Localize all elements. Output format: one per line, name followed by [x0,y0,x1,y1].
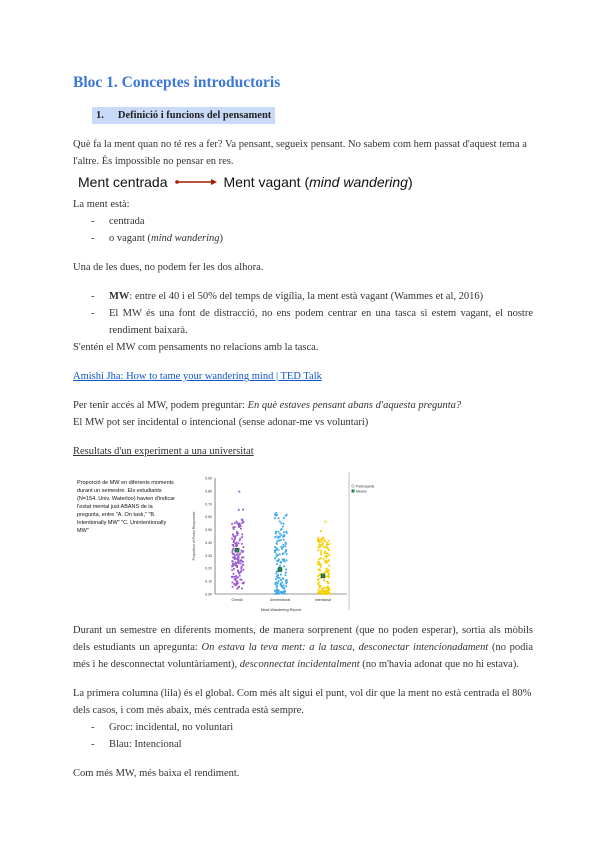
participant-point [233,583,235,585]
participant-point [279,553,281,555]
participant-point [322,543,324,545]
participant-point [242,569,244,571]
participant-point [241,536,243,538]
participant-point [277,593,279,595]
participant-point [240,563,242,565]
participant-point [277,555,279,557]
participant-point [233,528,235,530]
participant-point [276,563,278,565]
participant-point [232,526,234,528]
participant-point [285,549,287,551]
participant-point [275,573,277,575]
participant-point [323,558,325,560]
participant-point [280,522,282,524]
state-block: La ment està: - centrada - o vagant (mind wandering) [73,196,533,247]
participant-point [232,557,234,559]
participant-point [276,542,278,544]
y-tick-label: 0.20 [205,566,212,571]
participant-point [239,554,241,556]
page-title: Bloc 1. Conceptes introductoris [73,74,281,91]
participant-point [278,593,280,595]
participant-point [323,537,325,539]
participant-point [283,523,285,525]
y-tick-label: 0.00 [205,592,212,597]
participant-point [277,574,279,576]
participant-point [238,556,240,558]
participant-point [236,581,238,583]
participant-point [326,544,328,546]
participant-point [320,550,322,552]
diagram: Ment centrada Ment vagant ( mind wandering ) [78,174,413,190]
participant-point [241,557,243,559]
participant-point [317,541,319,543]
participant-point [284,574,286,576]
participant-point [243,546,245,548]
participant-point [235,577,237,579]
participant-point [239,575,241,577]
participant-point [241,533,243,535]
participant-point [234,554,236,556]
mean-marker [321,574,325,578]
participant-point [232,553,234,555]
participant-point [235,579,237,581]
participant-point [318,584,320,586]
participant-point [321,593,323,595]
participant-point [238,586,240,588]
text: S'entén el MW com pensaments no relacions amb la tasca. [73,342,319,353]
y-tick-label: 0.40 [205,540,212,545]
participant-point [276,514,278,516]
participant-point [239,540,241,542]
y-axis-label: Proportion of Probe Responses [192,511,196,561]
participant-point [275,556,277,558]
participant-point [234,536,236,538]
participant-point [231,569,233,571]
participant-point [241,566,243,568]
participant-point [238,491,240,493]
participant-point [242,509,244,511]
participant-point [240,570,242,572]
legend-means: Means [356,489,367,494]
participant-point [276,547,278,549]
participant-point [283,591,285,593]
participant-point [328,543,330,545]
scatter-chart [185,470,375,616]
participant-point [285,531,287,533]
participant-point [286,553,288,555]
participant-point [278,559,280,561]
participant-point [286,559,288,561]
participant-point [241,543,243,545]
participant-point [318,582,320,584]
participant-point [283,553,285,555]
participant-point [319,546,321,548]
participant-point [276,560,278,562]
participant-point [317,549,319,551]
participant-point [274,550,276,552]
participant-point [324,561,326,563]
legend-participants-marker [352,485,355,488]
participant-point [236,532,238,534]
participant-point [277,582,279,584]
participant-point [280,546,282,548]
participant-point [279,577,281,579]
participant-point [282,546,284,548]
participant-point [275,578,277,580]
participant-point [324,540,326,542]
participant-point [242,561,244,563]
participant-point [325,556,327,558]
participant-point [285,543,287,545]
participant-point [327,586,329,588]
participant-point [326,547,328,549]
participant-point [278,531,280,533]
legend-participants: Participants [356,484,375,489]
participant-point [277,540,279,542]
participant-point [233,539,235,541]
mean-marker [278,568,282,572]
participant-point [326,561,328,563]
participant-point [317,575,319,577]
participant-point [283,539,285,541]
y-tick-label: 0.70 [205,502,212,507]
participant-point [232,586,234,588]
participant-point [326,552,328,554]
participant-point [328,549,330,551]
text: Una de les dues, no podem fer les dos alhora. [73,262,264,273]
participant-point [274,536,276,538]
paragraph: La primera columna (lila) és el global. Com més alt sigui el punt, vol dir que la ment no està centrada el 80% dels casos, i com més abaix, més centrada està sempre. [73,688,532,716]
participant-point [239,538,241,540]
participant-point [240,550,242,552]
participant-point [280,574,282,576]
participant-point [281,582,283,584]
participant-point [281,587,283,589]
participant-point [325,571,327,573]
participant-point [327,582,329,584]
x-tick-label: Intentional [314,598,332,602]
participant-point [321,541,323,543]
participant-point [232,563,234,565]
participant-point [231,551,233,553]
participant-point [328,565,330,567]
participant-point [275,582,277,584]
participant-point [238,509,240,511]
x-axis-label: Mind-Wandering Report [260,608,302,612]
x-tick-label: Overall [231,598,243,602]
participant-point [323,546,325,548]
participant-point [233,573,235,575]
participant-point [242,564,244,566]
participant-point [319,541,321,543]
participant-point [243,582,245,584]
participant-point [238,542,240,544]
participant-point [240,578,242,580]
participant-point [241,522,243,524]
participant-point [239,560,241,562]
participant-point [237,577,239,579]
participant-point [277,577,279,579]
results-heading: Resultats d'un experiment a una universitat [73,446,254,457]
participant-point [274,558,276,560]
participant-point [238,573,240,575]
participant-point [231,576,233,578]
participant-point [318,569,320,571]
participant-point [240,528,242,530]
participant-point [324,552,326,554]
participant-point [278,517,280,519]
y-tick-label: 0.90 [205,476,212,481]
participant-point [278,589,280,591]
participant-point [284,593,286,595]
participant-point [283,560,285,562]
participant-point [320,530,322,532]
participant-point [325,593,327,595]
participant-point [231,523,233,525]
participant-point [319,591,321,593]
participant-point [322,591,324,593]
participant-point [326,542,328,544]
participant-point [276,586,278,588]
participant-point [320,554,322,556]
participant-point [317,579,319,581]
participant-point [233,546,235,548]
color-list: - Groc: incidental, no voluntari - Blau: Intencional [73,719,533,753]
participant-point [236,583,238,585]
participant-point [235,562,237,564]
participant-point [323,590,325,592]
participant-point [236,522,238,524]
participant-point [275,532,277,534]
participant-point [285,568,287,570]
participant-point [280,562,282,564]
participant-point [282,577,284,579]
participant-point [283,585,285,587]
participant-point [280,539,282,541]
participant-point [233,541,235,543]
participant-point [281,534,283,536]
participant-point [241,588,243,590]
participant-point [275,531,277,533]
legend-means-marker [352,490,355,493]
participant-point [328,575,330,577]
x-tick-label: Unintentional [269,598,291,602]
participant-point [277,537,279,539]
participant-point [282,544,284,546]
chart-caption: Proporció de MW en diferents moments durant un semestre. Els estudiants (N=154. Univ. Waterloo) havien d'indicar l'estat mental just ABANS de la pregunta, entre "A. On task," "B. Intentionally MW" "C. Unintentionally MW" [77,480,176,534]
participant-point [323,580,325,582]
section-heading: 1. Definició i funcions del pensament [92,107,275,124]
participant-point [232,534,234,536]
participant-point [231,565,233,567]
bullet-list: - MW: entre el 40 i el 50% del temps de vigília, la ment està vagant (Wammes et al, 2016) - El MW és una font de distracció, no ens podem centrar en una tasca si estem vagant, el nostre rendiment baixarà. [73,288,533,339]
ted-talk-link[interactable]: Amishi Jha: How to tame your wandering mind | TED Talk [73,371,322,382]
participant-point [236,566,238,568]
participant-point [237,570,239,572]
participant-point [319,586,321,588]
participant-point [240,525,242,527]
participant-point [324,551,326,553]
participant-point [238,524,240,526]
participant-point [280,579,282,581]
y-tick-label: 0.80 [205,489,212,494]
participant-point [234,522,236,524]
participant-point [231,538,233,540]
participant-point [318,589,320,591]
participant-point [283,517,285,519]
participant-point [232,561,234,563]
participant-point [274,590,276,592]
participant-point [324,521,326,523]
participant-point [234,558,236,560]
y-tick-label: 0.50 [205,528,212,533]
participant-point [236,534,238,536]
participant-point [317,561,319,563]
participant-point [282,536,284,538]
participant-point [275,512,277,514]
participant-point [236,542,238,544]
y-tick-label: 0.30 [205,553,212,558]
participant-point [285,572,287,574]
participant-point [318,558,320,560]
participant-point [286,514,288,516]
participant-point [285,583,287,585]
participant-point [232,581,234,583]
participant-point [278,591,280,593]
participant-point [324,587,326,589]
participant-point [281,585,283,587]
y-tick-label: 0.10 [205,579,212,584]
participant-point [281,548,283,550]
participant-point [236,588,238,590]
participant-point [237,553,239,555]
chart-figure [77,470,533,616]
participant-point [274,517,276,519]
participant-point [326,570,328,572]
participant-point [320,564,322,566]
participant-point [236,521,238,523]
participant-point [241,519,243,521]
participant-point [236,543,238,545]
participant-point [279,533,281,535]
participant-point [237,562,239,564]
participant-point [284,551,286,553]
participant-point [282,526,284,528]
participant-point [278,580,280,582]
participant-point [278,540,280,542]
participant-point [328,554,330,556]
participant-point [279,520,281,522]
participant-point [283,587,285,589]
participant-point [280,529,282,531]
y-tick-label: 0.60 [205,515,212,520]
arrow-icon [174,177,218,187]
participant-point [233,568,235,570]
participant-point [234,563,236,565]
participant-point [283,565,285,567]
participant-point [284,545,286,547]
participant-point [233,576,235,578]
participant-point [236,558,238,560]
participant-point [320,551,322,553]
participant-point [235,575,237,577]
intro-text: Què fa la ment quan no té res a fer? Va pensant, segueix pensant. No sabem com hem passat d'aquest tema a l'altre. És impossible no pensar en res. [73,139,527,167]
participant-point [320,539,322,541]
participant-point [232,550,234,552]
participant-point [328,589,330,591]
participant-point [283,531,285,533]
participant-point [285,585,287,587]
participant-point [327,593,329,595]
participant-point [328,540,330,542]
paragraph: Durant un semestre en diferents moments, de manera sorprenent (que no poden esperar), sortia als mòbils dels estudiants un apregunta: On estava la teva ment: a la tasca, desconectar intencionadament (no podia més i he desconnectat voluntàriament), desconnectat incidentalment (no m'havia adonat que no hi estava). [73,625,533,670]
mean-marker [235,548,239,552]
participant-point [280,583,282,585]
ask-block: Per tenir accés al MW, podem preguntar: En què estaves pensant abans d'aquesta pregunta? El MW pot ser incidental o intencional (sense adonar-me vs voluntari) [73,400,462,428]
participant-point [238,523,240,525]
participant-point [279,565,281,567]
participant-point [317,563,319,565]
participant-point [238,526,240,528]
text: Com més MW, més baixa el rendiment. [73,768,240,779]
participant-point [317,537,319,539]
participant-point [286,579,288,581]
